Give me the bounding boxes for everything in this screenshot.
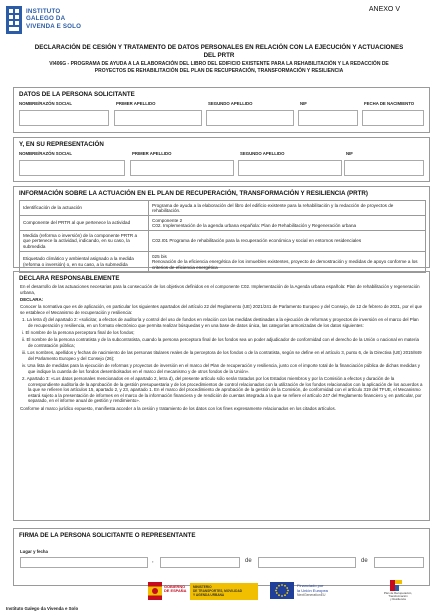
representative-nif-field[interactable] <box>344 160 424 176</box>
ministry-line: MINISTERIO <box>193 585 212 589</box>
field-label: FECHA DE NACIMIENTO <box>364 101 415 106</box>
eu-flag-icon <box>270 582 294 599</box>
signature-year-field[interactable] <box>374 557 424 568</box>
declaration-paragraph: Conocer la normativa que es de aplicación, en particular los siguientes apartados del artículo 22 del Reglamento (UE) 2021/241 de Parlamento Europeo y del Consejo, de 12 de febrero de 2021, por el que se establece el Mecanismo de recuperación y resiliencia: <box>20 304 423 315</box>
prtr-mark-icon <box>390 580 402 591</box>
prtr-logo <box>370 580 426 602</box>
table-row <box>20 216 426 231</box>
subtitle-line: PROYECTOS DE REHABILITACIÓN DEL PLAN DE RECUPERACIÓN, TRANSFORMACIÓN Y RESILIENCIA <box>94 67 344 74</box>
signature-section <box>13 528 430 586</box>
separator-de: de <box>361 558 368 564</box>
signature-place-field[interactable] <box>20 557 148 568</box>
ministry-line: Y AGENDA URBANA <box>193 593 225 597</box>
signature-month-field[interactable] <box>258 557 356 568</box>
representative-section <box>13 137 430 182</box>
applicant-name-field[interactable] <box>19 110 109 126</box>
declaration-item: 1. La letra d) del apartado 2: «solicitar, a efectos de auditoría y control del uso de fondos en relación con las medidas destinadas a la ejecución de reformas y proyectos de inversión en el marco del Plan de recuperación y resiliencia, en un formato electrónico que permita realizar búsquedas y en una base de datos única, las categorías armonizadas de los datos siguientes: <box>22 317 419 328</box>
prtr-line: y Resiliencia <box>390 597 406 602</box>
representative-name-field[interactable] <box>19 160 125 176</box>
field-label: PRIMER APELLIDO <box>132 151 172 156</box>
title-line: DEL PRTR <box>203 51 235 59</box>
separator-comma: , <box>152 558 154 564</box>
applicant-surname1-field[interactable] <box>114 110 202 126</box>
table-row <box>20 252 426 273</box>
section-title: DATOS DE LA PERSONA SOLICITANTE <box>19 91 135 98</box>
spanish-coat-of-arms-icon <box>148 582 162 600</box>
table-cell-value: C02.I01 Programa de rehabilitación para la recuperación económica y social en entornos residenciales <box>149 231 426 252</box>
declaration-paragraph: En el desarrollo de las actuaciones necesarias para la consecución de los objetivos definidos en el componente C02. Implementación de la Agenda urbana española: Plan de rehabilitación y regeneración urbana, <box>20 284 420 295</box>
logo-line: GALEGO DA <box>26 15 66 23</box>
gov-line: GOBIERNO <box>164 584 186 589</box>
signature-day-field[interactable] <box>160 557 240 568</box>
applicant-surname2-field[interactable] <box>206 110 294 126</box>
footer-institution: Instituto Galego da Vivenda e Solo <box>6 606 79 611</box>
section-title: DECLARA RESPONSABLEMENTE <box>19 275 120 282</box>
prtr-info-section <box>13 186 430 268</box>
declaration-section <box>13 271 430 521</box>
eu-line: la Unión Europea <box>297 588 328 593</box>
gov-text <box>164 585 186 594</box>
declaration-item: iii. Los nombres, apellidos y fechas de nacimiento de las personas titulares reales de la perceptora de los fondos o de la contratista, según se define en el artículo 3, punto 6, de la Directiva (UE) 2015/849 del Parlamento Europeo y del Consejo (26); <box>22 350 422 361</box>
declaration-paragraph: Conforme al marco jurídico expuesto, manifiesta acceder a la cesión y tratamiento de los datos con los fines expresamente relacionados en los citados artículos. <box>20 405 336 411</box>
field-label: PRIMER APELLIDO <box>116 101 156 106</box>
logo-line: VIVENDA E SOLO <box>26 22 82 30</box>
table-cell-label: Identificación de la actuación <box>20 201 149 216</box>
ministry-line: DE TRANSPORTES, MOVILIDAD <box>193 589 243 593</box>
section-title: INFORMACIÓN SOBRE LA ACTUACIÓN EN EL PLAN DE RECUPERACIÓN, TRANSFORMACIÓN Y RESILIENCIA (PRTR) <box>19 190 368 197</box>
applicant-section <box>13 87 430 133</box>
eu-text <box>297 583 328 598</box>
field-label: SEGUNDO APELLIDO <box>240 151 285 156</box>
table-cell-label: Medida (reforma o inversión) de la componente PRTR a que pertenece la actividad, indicando, en su caso, la submedida <box>20 231 149 252</box>
section-title: Y, EN SU REPRESENTACIÓN <box>19 141 104 148</box>
logo-line: INSTITUTO <box>26 8 61 15</box>
representative-surname2-field[interactable] <box>238 160 342 176</box>
gov-line: DE ESPAÑA <box>164 588 187 594</box>
declaration-item: i. El nombre de la persona perceptora final de los fondos; <box>22 330 135 336</box>
field-label: NIF <box>300 101 307 106</box>
subtitle-line: VI406G - PROGRAMA DE AYUDA A LA ELABORACIÓN DEL LIBRO DEL EDIFICIO EXISTENTE PARA LA REHABILITACIÓN Y LA REDACCIÓN DE <box>49 61 389 67</box>
field-label: NOMBRE/RAZÓN SOCIAL <box>19 151 72 156</box>
table-row <box>20 231 426 252</box>
title-line: DECLARACIÓN DE CESIÓN Y TRATAMENTO DE DATOS PERSONALES EN RELACIÓN CON LA EJECUCIÓN Y ACTUACIONES <box>34 44 404 51</box>
section-title: FIRMA DE LA PERSONA SOLICITANTE O REPRESENTANTE <box>19 532 196 539</box>
representative-surname1-field[interactable] <box>130 160 234 176</box>
spanish-government-logo <box>148 582 260 602</box>
igvs-logo <box>6 6 126 36</box>
ministry-block <box>190 583 258 600</box>
place-date-label: Lugar y fecha <box>20 549 48 554</box>
applicant-nif-field[interactable] <box>298 110 358 126</box>
table-cell-label: Etiquetado climático y ambiental asignado a la medida (reforma o inversión) o, en su caso, a la submedida <box>20 252 149 273</box>
declaration-item: 2. Apartado 3: «Los datos personales mencionados en el apartado 2, letra d), del presente artículo sólo serán tratados por los Estados miembros y por la Comisión a efectos y duración de la correspondiente auditoría de la aprobación de la gestión presupuestaria y de los procedimientos de control relacionados con la utilización de los fondos relacionados con la aplicación de los acuerdos a la que se refieren los artículos 15, apartado 2, y 23, apartado 1. En el marco del procedimiento de aprobación de la gestión de la Comisión, de conformidad con el artículo 319 del TFUE, el Mecanismo estará sujeto a la presentación de informes en el marco de la información financiera y de rendición de cuentas integrada a la que se refiere el artículo 247 del Reglamento financiero y, en particular, por separado, en el informe anual de gestión y rendimiento». <box>22 376 423 404</box>
declaration-item: iv. Una lista de medidas para la ejecución de reformas y proyectos de inversión en el marco del Plan de recuperación y resiliencia, junto con el importe total de la financiación pública de dichas medidas y que indique la cuantía de los fondos desembolsados en el marco del mecanismo y de otros fondos de la Unión». <box>22 363 421 374</box>
declaration-text <box>20 284 424 413</box>
declaration-item: ii. El nombre de la persona contratista y de la subcontratista, cuando la persona perceptora final de los fondos sea un poder adjudicador de conformidad con el derecho de la Unión o nacional en materia de contratación pública; <box>22 337 419 348</box>
table-cell-value: Programa de ayuda a la elaboración del libro del edificio existente para la rehabilitación y la redacción de proyectos de rehabilitación. <box>149 201 426 216</box>
separator-de: de <box>245 558 252 564</box>
logo-text <box>26 8 81 30</box>
prtr-info-table <box>19 200 426 273</box>
document-subtitle <box>26 61 412 74</box>
declaration-heading: DECLARA: <box>20 296 44 302</box>
applicant-birthdate-field[interactable] <box>362 110 424 126</box>
table-cell-value: Componente 2 C02. Implementación de la agenda urbana española: Plan de Rehabilitación y Regeneración urbana <box>149 216 426 231</box>
field-label: NOMBRE/RAZÓN SOCIAL <box>19 101 72 106</box>
table-cell-value: 025 bis Renovación de la eficiencia energética de los inmuebles existentes, proyecto de demostración y medidas de apoyo conforme a los criterios de eficiencia energética <box>149 252 426 273</box>
field-label: SEGUNDO APELLIDO <box>208 101 253 106</box>
prtr-line: Plan de Recuperación, <box>383 591 413 595</box>
prtr-line: Transformación <box>388 594 408 599</box>
table-cell-label: Componente del PRTR al que pertenece la actividad <box>20 216 149 231</box>
table-row <box>20 201 426 216</box>
annex-label: ANEXO V <box>368 6 400 13</box>
field-label: NIF <box>346 151 353 156</box>
eu-funding-logo <box>270 582 350 602</box>
igvs-logo-mark-icon <box>6 6 22 34</box>
prtr-text <box>370 592 426 602</box>
document-title <box>26 44 412 60</box>
ministry-text <box>190 583 258 597</box>
eu-line: Financiado por <box>297 583 324 588</box>
eu-line: NextGenerationEU <box>297 593 326 597</box>
